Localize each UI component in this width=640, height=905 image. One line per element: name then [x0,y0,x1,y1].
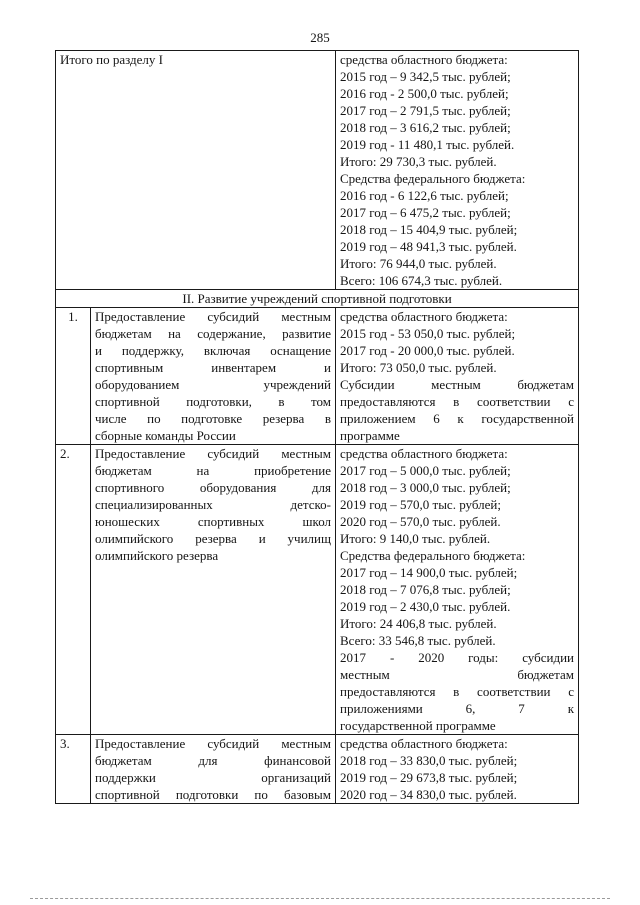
funding-line: 2016 год - 6 122,6 тыс. рублей; [340,188,509,203]
funding-line: Средства федерального бюджета: [340,548,526,563]
page-number: 285 [310,30,330,45]
funding-line: 2018 год – 3 000,0 тыс. рублей; [340,480,511,495]
funding-line: Субсидии местным бюджетам [340,377,575,392]
page-bottom-rule [30,898,610,899]
description-line: специализированных детско- [95,497,332,512]
funding-line: 2019 год - 11 480,1 тыс. рублей. [340,137,515,152]
description-line: оборудованием учреждений [95,377,332,392]
section-heading-row [56,290,579,308]
funding-line: Итого: 29 730,3 тыс. рублей. [340,154,497,169]
description-line: олимпийского резерва и училищ [95,531,332,546]
description-line: спортивного оборудования для [95,480,332,495]
funding-line: 2018 год – 3 616,2 тыс. рублей; [340,120,511,135]
program-table [55,50,579,804]
funding-line: предоставляются в соответствии с [340,394,575,409]
description-line: бюджетам для финансовой [95,753,332,768]
item-description [91,308,336,445]
section-title: II. Развитие учреждений спортивной подготовки [56,290,579,308]
funding-line: 2018 год – 33 830,0 тыс. рублей; [340,753,518,768]
funding-line: 2017 год - 20 000,0 тыс. рублей. [340,343,515,358]
funding-line: 2018 год – 15 404,9 тыс. рублей; [340,222,518,237]
funding-line: 2015 год – 9 342,5 тыс. рублей; [340,69,511,84]
funding-line: 2019 год – 570,0 тыс. рублей; [340,497,501,512]
funding-line: Итого: 73 050,0 тыс. рублей. [340,360,497,375]
item-description [91,445,336,735]
funding-line: приложениями 6, 7 к [340,701,575,716]
funding-line: предоставляются в соответствии с [340,684,575,699]
funding-line: 2015 год - 53 050,0 тыс. рублей; [340,326,516,341]
funding-line: 2017 год – 6 475,2 тыс. рублей; [340,205,511,220]
funding-line: 2017 - 2020 годы: субсидии [340,650,575,665]
funding-line: 2019 год – 2 430,0 тыс. рублей. [340,599,511,614]
funding-line: средства областного бюджета: [340,446,508,461]
item-number: 1. [56,308,91,445]
funding-line: Всего: 33 546,8 тыс. рублей. [340,633,496,648]
funding-line: 2019 год – 29 673,8 тыс. рублей; [340,770,518,785]
funding-line: Всего: 106 674,3 тыс. рублей. [340,273,503,288]
item-number: 3. [56,735,91,804]
description-line: спортивным инвентарем и [95,360,332,375]
funding-line: 2019 год – 48 941,3 тыс. рублей. [340,239,517,254]
description-line: бюджетам на приобретение [95,463,332,478]
funding-line: 2017 год – 2 791,5 тыс. рублей; [340,103,511,118]
funding-line: 2018 год – 7 076,8 тыс. рублей; [340,582,511,597]
item-funding [336,735,579,804]
item-funding [336,308,579,445]
description-line: числе по подготовке резерва в [95,411,332,426]
section-total-row [56,51,579,290]
description-line: спортивной подготовки по базовым [95,787,332,802]
funding-line: Средства федерального бюджета: [340,171,526,186]
description-line: юношеских спортивных школ [95,514,332,529]
description-line: бюджетам на содержание, развитие [95,326,332,341]
description-line: спортивной подготовки, в том [95,394,332,409]
description-line: поддержки организаций [95,770,332,785]
funding-line: 2020 год – 570,0 тыс. рублей. [340,514,501,529]
funding-line: 2017 год – 14 900,0 тыс. рублей; [340,565,518,580]
table-row [56,735,579,804]
funding-line: 2017 год – 5 000,0 тыс. рублей; [340,463,511,478]
funding-line: Итого: 9 140,0 тыс. рублей. [340,531,491,546]
funding-line: Итого: 24 406,8 тыс. рублей. [340,616,497,631]
item-funding [336,445,579,735]
funding-line: средства областного бюджета: [340,736,508,751]
description-line: Предоставление субсидий местным [95,309,332,324]
table-row [56,308,579,445]
section-total-label: Итого по разделу I [56,51,336,290]
description-line: Предоставление субсидий местным [95,446,332,461]
description-line: сборные команды России [95,428,236,443]
item-description [91,735,336,804]
funding-line: 2020 год – 34 830,0 тыс. рублей. [340,787,517,802]
funding-line: государственной программе [340,718,496,733]
funding-line: 2016 год - 2 500,0 тыс. рублей; [340,86,509,101]
item-number: 2. [56,445,91,735]
funding-line: средства областного бюджета: [340,309,508,324]
funding-line: программе [340,428,400,443]
description-line: и поддержку, включая оснащение [95,343,332,358]
table-row [56,445,579,735]
funding-line: средства областного бюджета: [340,52,508,67]
section-total-funding [336,51,579,290]
funding-line: Итого: 76 944,0 тыс. рублей. [340,256,497,271]
description-line: олимпийского резерва [95,548,219,563]
description-line: Предоставление субсидий местным [95,736,332,751]
funding-line: приложением 6 к государственной [340,411,575,426]
funding-line: местным бюджетам [340,667,575,682]
